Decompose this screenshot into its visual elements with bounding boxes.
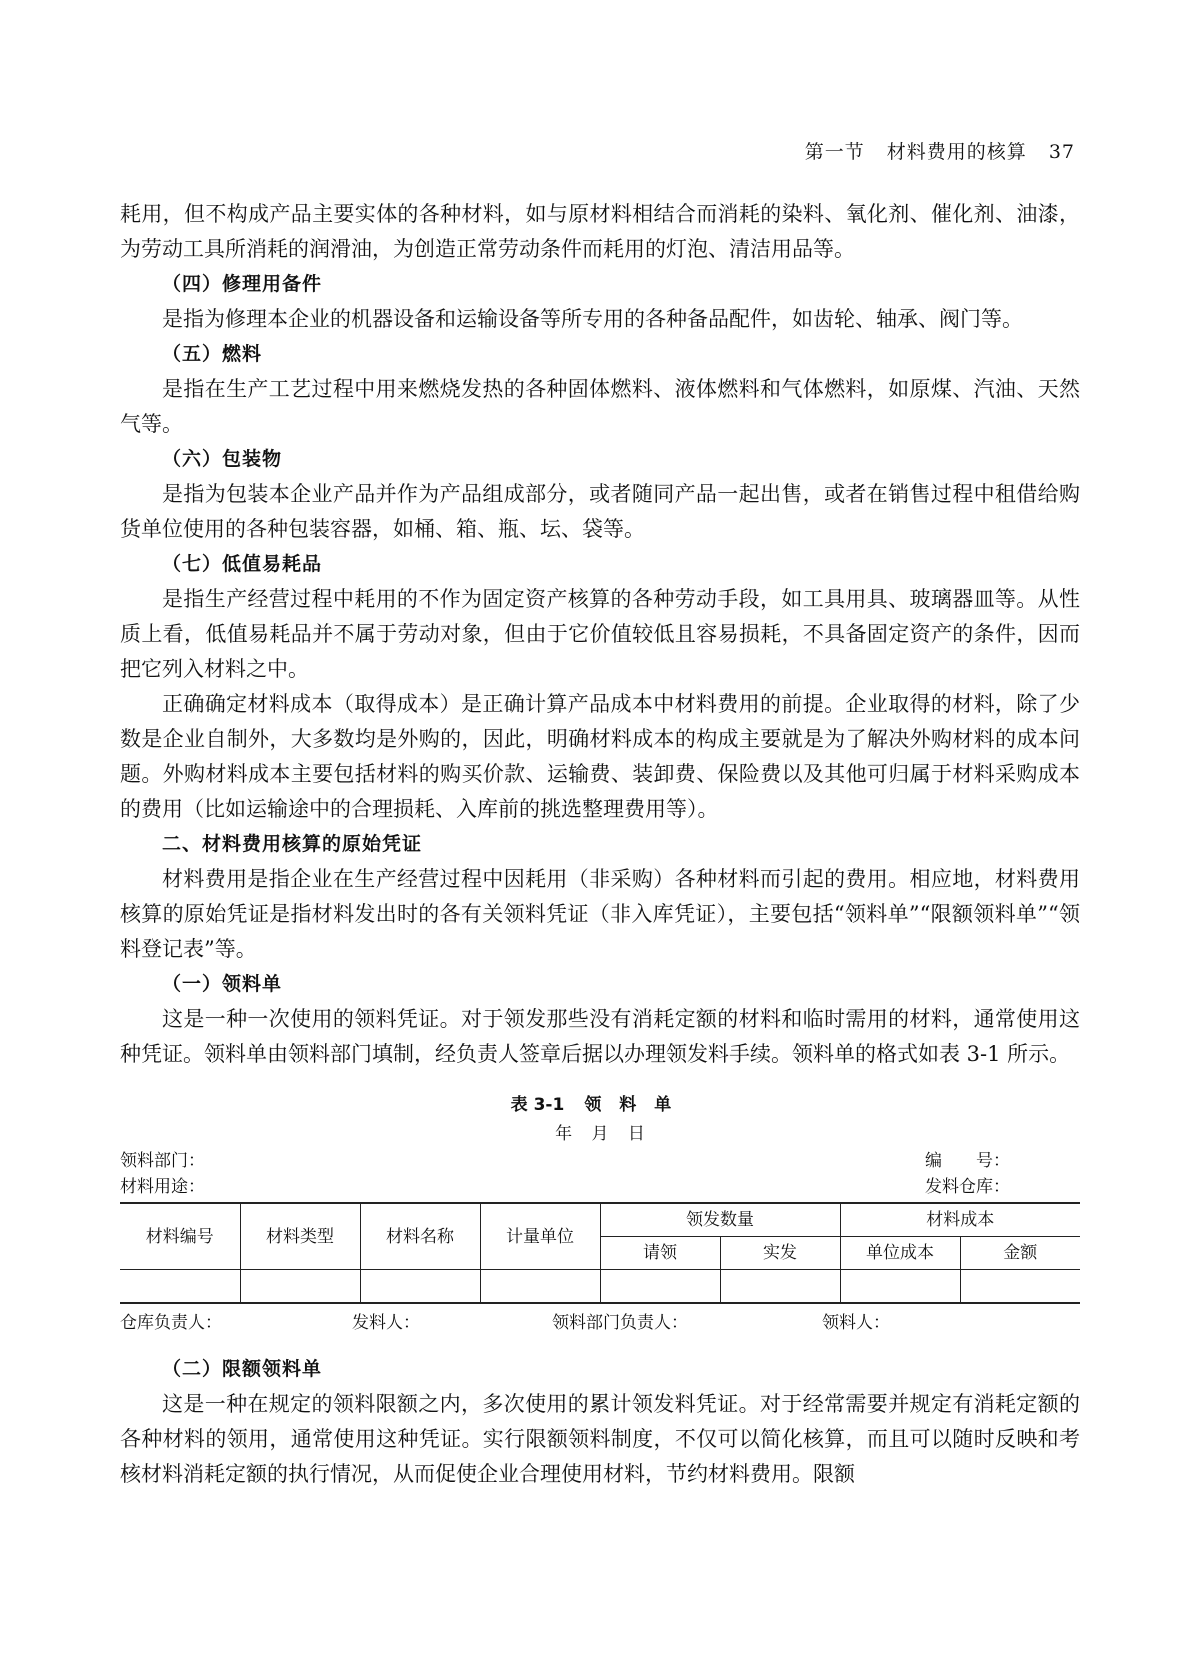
table-cell: [120, 1270, 240, 1304]
table-date: 年 月 日: [555, 1124, 645, 1144]
sign-warehouse: 仓库负责人：: [120, 1313, 222, 1333]
paragraph: 耗用，但不构成产品主要实体的各种材料，如与原材料相结合而消耗的染料、氧化剂、催化剂、油漆，为劳动工具所消耗的润滑油，为创造正常劳动条件而耗用的灯泡、清洁用品等。: [120, 202, 1080, 261]
subheading: （七）低值易耗品: [162, 553, 323, 575]
table-cell: [840, 1270, 960, 1304]
sub-header: 实发: [720, 1237, 840, 1270]
signature-row: [120, 1308, 1080, 1338]
use-label: 材料用途：: [120, 1177, 205, 1197]
col-header: 材料类型: [240, 1203, 360, 1270]
sign-issuer: 发料人：: [352, 1313, 420, 1333]
running-header: [805, 137, 1075, 164]
paragraph: 是指为包装本企业产品并作为产品组成部分，或者随同产品一起出售，或者在销售过程中租借给购货单位使用的各种包装容器，如桶、箱、瓶、坛、袋等。: [120, 482, 1080, 541]
paragraph: 是指在生产工艺过程中用来燃烧发热的各种固体燃料、液体燃料和气体燃料，如原煤、汽油、天然气等。: [120, 377, 1080, 436]
table-cell: [720, 1270, 840, 1304]
sub-header: 单位成本: [840, 1237, 960, 1270]
paragraph: 是指生产经营过程中耗用的不作为固定资产核算的各种劳动手段，如工具用具、玻璃器皿等。从性质上看，低值易耗品并不属于劳动对象，但由于它价值较低且容易损耗，不具备固定资产的条件，因而把它列入材料之中。: [120, 587, 1080, 681]
col-group-header: 领发数量: [600, 1203, 840, 1237]
col-group-header: 材料成本: [840, 1203, 1080, 1237]
paragraph: 正确确定材料成本（取得成本）是正确计算产品成本中材料费用的前提。企业取得的材料，除了少数是企业自制外，大多数均是外购的，因此，明确材料成本的构成主要就是为了解决外购材料的成本问题。外购材料成本主要包括材料的购买价款、运输费、装卸费、保险费以及其他可归属于材料采购成本的费用（比如运输途中的合理损耗、入库前的挑选整理费用等）。: [120, 692, 1080, 821]
paragraph: 这是一种在规定的领料限额之内，多次使用的累计领发料凭证。对于经常需要并规定有消耗定额的各种材料的领用，通常使用这种凭证。实行限额领料制度，不仅可以简化核算，而且可以随时反映和考核材料消耗定额的执行情况，从而促使企业合理使用材料，节约材料费用。限额: [120, 1392, 1080, 1486]
table-cell: [480, 1270, 600, 1304]
subheading: （五）燃料: [162, 343, 263, 365]
col-header: 材料编号: [120, 1203, 240, 1270]
paragraph: 材料费用是指企业在生产经营过程中因耗用（非采购）各种材料而引起的费用。相应地，材料费用核算的原始凭证是指材料发出时的各有关领料凭证（非入库凭证），主要包括“领料单”“限额领料单”“领料登记表”等。: [120, 867, 1080, 961]
sub-header: 金额: [960, 1237, 1080, 1270]
table-row: [120, 1270, 1080, 1304]
table-title-word: 领料单: [584, 1095, 690, 1115]
subheading: （二）限额领料单: [162, 1358, 323, 1380]
table-cell: [600, 1270, 720, 1304]
section-heading: 二、材料费用核算的原始凭证: [162, 833, 423, 855]
table-header-row: [120, 1203, 1080, 1237]
subheading: （六）包装物: [162, 448, 283, 470]
subheading: （四）修理用备件: [162, 273, 323, 295]
sign-receiver: 领料人：: [822, 1313, 890, 1333]
table-number: 表 3-1: [510, 1095, 565, 1115]
table-caption: [120, 1090, 1080, 1120]
header-section: 第一节: [804, 141, 865, 163]
code-label: 编 号：: [925, 1151, 1010, 1171]
sign-dept-head: 领料部门负责人：: [552, 1313, 688, 1333]
table-cell: [360, 1270, 480, 1304]
table-cell: [240, 1270, 360, 1304]
subheading: （一）领料单: [162, 973, 283, 995]
form-meta-row: [120, 1148, 1080, 1174]
col-header: 材料名称: [360, 1203, 480, 1270]
body-text: [120, 197, 1080, 1492]
paragraph: 这是一种一次使用的领料凭证。对于领发那些没有消耗定额的材料和临时需用的材料，通常使用这种凭证。领料单由领料部门填制，经负责人签章后据以办理领发料手续。领料单的格式如表 3-1 所示。: [120, 1007, 1080, 1066]
paragraph: 是指为修理本企业的机器设备和运输设备等所专用的各种备品配件，如齿轮、轴承、阀门等。: [162, 307, 1023, 331]
dept-label: 领料部门：: [120, 1151, 205, 1171]
form-meta-row: [120, 1174, 1080, 1200]
header-title: 材料费用的核算: [886, 141, 1027, 163]
page-number: 37: [1048, 141, 1075, 163]
col-header: 计量单位: [480, 1203, 600, 1270]
warehouse-label: 发料仓库：: [925, 1177, 1010, 1197]
requisition-table: [120, 1202, 1080, 1304]
table-cell: [960, 1270, 1080, 1304]
sub-header: 请领: [600, 1237, 720, 1270]
